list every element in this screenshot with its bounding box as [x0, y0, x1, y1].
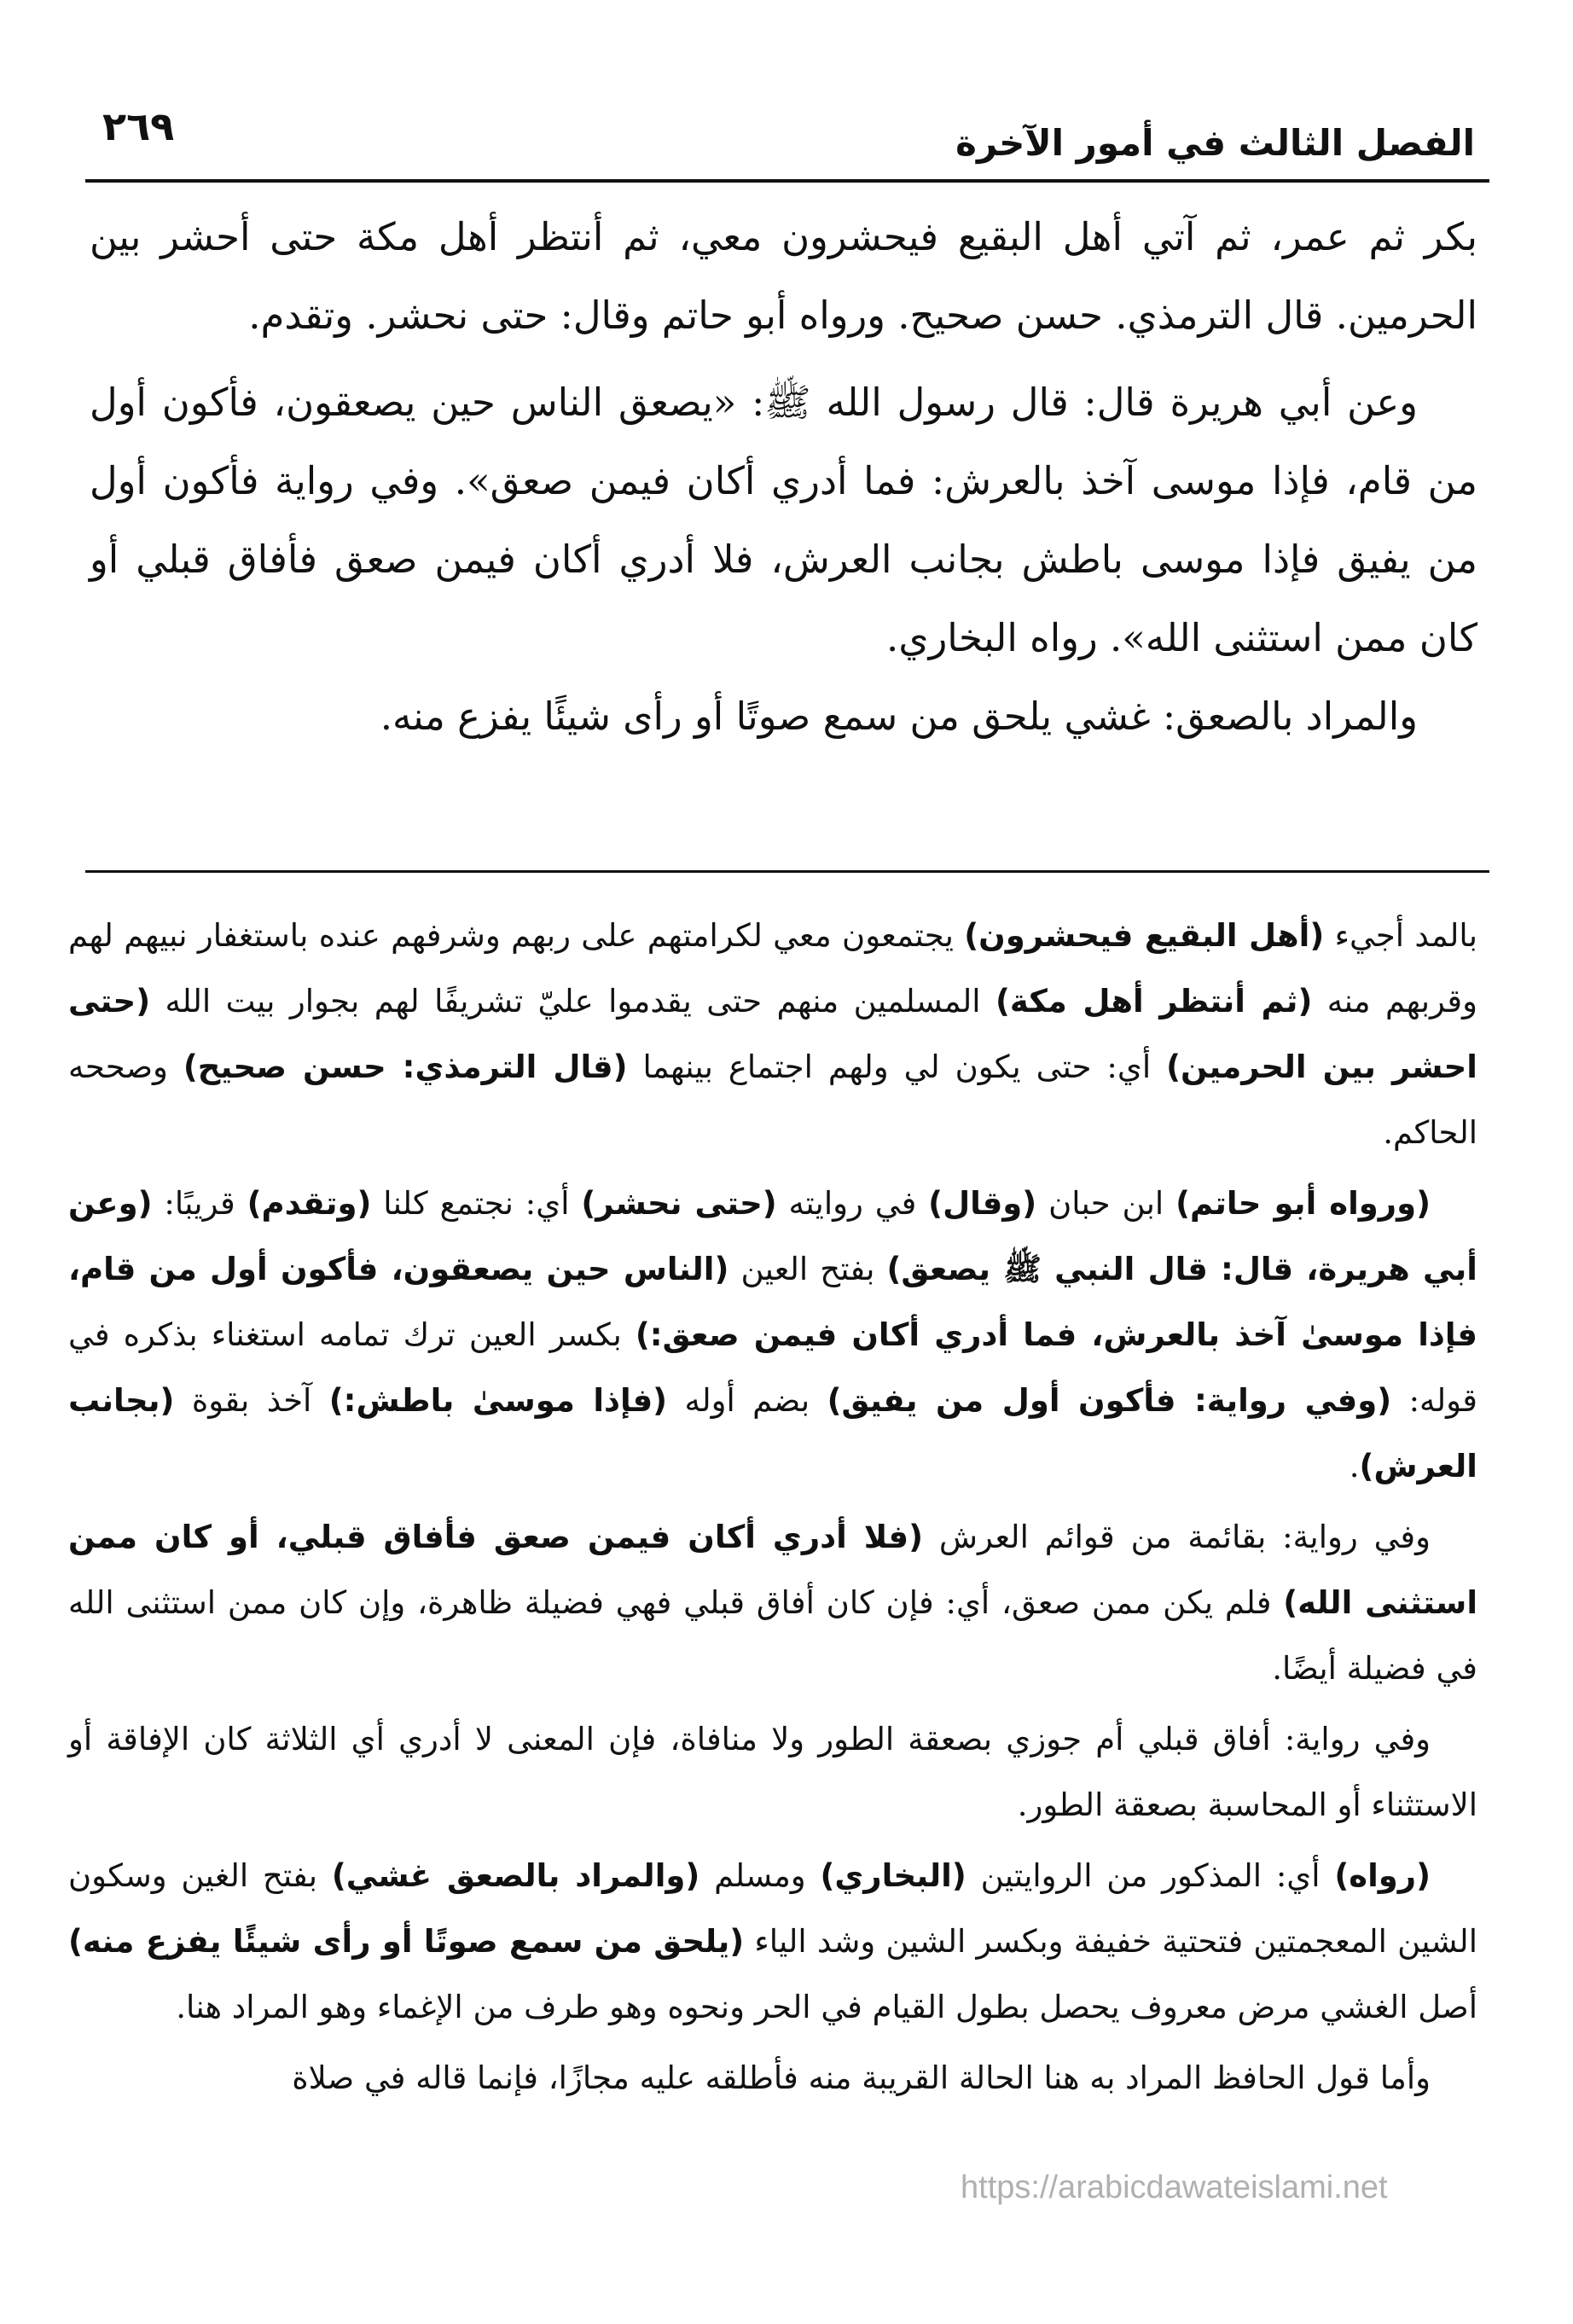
quoted-text: (والمراد بالصعق غشي)	[331, 1857, 700, 1894]
quoted-text: (وفي رواية: فأكون أول من يفيق)	[827, 1382, 1392, 1419]
quoted-text: (قال الترمذي: حسن صحيح)	[183, 1049, 628, 1085]
commentary-text: في روايته	[776, 1185, 929, 1222]
quoted-text: (ورواه أبو حاتم)	[1175, 1185, 1431, 1222]
quoted-text: (رواه)	[1334, 1857, 1431, 1894]
commentary-paragraph-5	[68, 1843, 1477, 2040]
commentary-text: بفتح الغين وسكون الشين المعجمتين فتحتية خفيفة وبكسر الشين وشد الياء	[68, 1857, 1477, 1960]
commentary-text: وفي رواية: بقائمة من قوائم العرش	[923, 1519, 1431, 1555]
quoted-text: (وتقدم)	[247, 1185, 372, 1222]
commentary-text: آخذ بقوة	[174, 1382, 329, 1419]
commentary	[68, 903, 1477, 2111]
quoted-text: (وعن أبي هريرة، قال: قال النبي ﷺ يصعق)	[68, 1185, 1477, 1287]
commentary-text: ابن حبان	[1036, 1185, 1176, 1222]
footnote-rule	[85, 870, 1489, 873]
commentary-text: أي: حتى يكون لي ولهم اجتماع بينهما	[627, 1049, 1167, 1085]
quoted-text: (حتى نحشر)	[581, 1185, 777, 1222]
commentary-text: بكسر العين ترك تمامه استغناء بذكره في قوله:	[68, 1316, 1477, 1419]
commentary-text: يجتمعون معي لكرامتهم على ربهم وشرفهم عنده باستغفار نبيهم لهم وقربهم منه	[68, 917, 1477, 1020]
commentary-paragraph-1	[68, 903, 1477, 1165]
main-paragraph-2: وعن أبي هريرة قال: قال رسول الله ﷺ: «يصعق الناس حين يصعقون، فأكون أول من قام، فإذا موسى آخذ بالعرش: فما أدري أكان فيمن صعق». وفي رواية فأكون أول من يفيق فإذا موسى باطش بجانب العرش، فلا أدري أكان فيمن صعق فأفاق قبلي أو كان ممن استثنى الله». رواه البخاري.	[90, 380, 1477, 660]
running-header: الفصل الثالث في أمور الآخرة	[955, 122, 1475, 164]
quoted-text: (ثم أنتظر أهل مكة)	[995, 983, 1313, 1020]
commentary-text: بفتح العين	[728, 1251, 887, 1287]
quoted-text: (حتى احشر بين الحرمين)	[68, 983, 1477, 1085]
commentary-text: وأما قول الحافظ المراد به هنا الحالة القريبة منه فأطلقه عليه مجازًا، فإنما قاله في صلاة	[292, 2060, 1431, 2096]
quoted-text: (فإذا موسىٰ باطش:)	[328, 1382, 668, 1419]
commentary-paragraph-2	[68, 1171, 1477, 1499]
watermark-url: https://arabicdawateislami.net	[961, 2170, 1388, 2205]
commentary-paragraph-6	[68, 2045, 1477, 2111]
commentary-paragraph-4	[68, 1706, 1477, 1838]
quoted-text: (وقال)	[928, 1185, 1037, 1222]
commentary-text: قريبًا:	[152, 1185, 247, 1222]
page-number: ٢٦٩	[102, 103, 175, 149]
commentary-paragraph-3	[68, 1504, 1477, 1701]
commentary-text: بالمد أجيء	[1324, 917, 1477, 954]
commentary-text: أي: نجتمع كلنا	[371, 1185, 582, 1222]
quoted-text: (الناس حين يصعقون، فأكون أول من قام، فإذا موسىٰ آخذ بالعرش، فما أدري أكان فيمن صعق:)	[68, 1251, 1477, 1353]
quoted-text: (يلحق من سمع صوتًا أو رأى شيئًا يفزع منه)	[68, 1923, 745, 1960]
commentary-text: أي: المذكور من الروايتين	[966, 1857, 1335, 1894]
commentary-text: .	[1349, 1448, 1360, 1484]
main-paragraph-1: بكر ثم عمر، ثم آتي أهل البقيع فيحشرون معي، ثم أنتظر أهل مكة حتى أحشر بين الحرمين. قال الترمذي. حسن صحيح. ورواه أبو حاتم وقال: حتى نحشر. وتقدم.	[90, 214, 1477, 338]
quoted-text: (البخاري)	[820, 1857, 966, 1894]
commentary-text: وفي رواية: أفاق قبلي أم جوزي بصعقة الطور ولا منافاة، فإن المعنى لا أدري أي الثلاثة كان الإفاقة أو الاستثناء أو المحاسبة بصعقة الطور.	[68, 1721, 1477, 1823]
commentary-text: وصححه الحاكم.	[68, 1049, 1477, 1151]
main-paragraph-3: والمراد بالصعق: غشي يلحق من سمع صوتًا أو رأى شيئًا يفزع منه.	[380, 694, 1418, 739]
commentary-text: المسلمين منهم حتى يقدموا عليّ تشريفًا لهم بجوار بيت الله	[150, 983, 995, 1020]
commentary-text: بضم أوله	[667, 1382, 827, 1419]
commentary-text: ومسلم	[699, 1857, 821, 1894]
quoted-text: (بجانب العرش)	[68, 1382, 1477, 1484]
main-text	[90, 198, 1477, 756]
header-rule	[85, 179, 1489, 183]
quoted-text: (فلا أدري أكان فيمن صعق فأفاق قبلي، أو كان ممن استثنى الله)	[68, 1519, 1477, 1621]
commentary-text: أصل الغشي مرض معروف يحصل بطول القيام في الحر ونحوه وهو طرف من الإغماء وهو المراد هنا.	[176, 1989, 1477, 2025]
quoted-text: (أهل البقيع فيحشرون)	[964, 917, 1325, 954]
commentary-text: فلم يكن ممن صعق، أي: فإن كان أفاق قبلي فهي فضيلة ظاهرة، وإن كان ممن استثنى الله في فضيلة أيضًا.	[68, 1584, 1477, 1687]
